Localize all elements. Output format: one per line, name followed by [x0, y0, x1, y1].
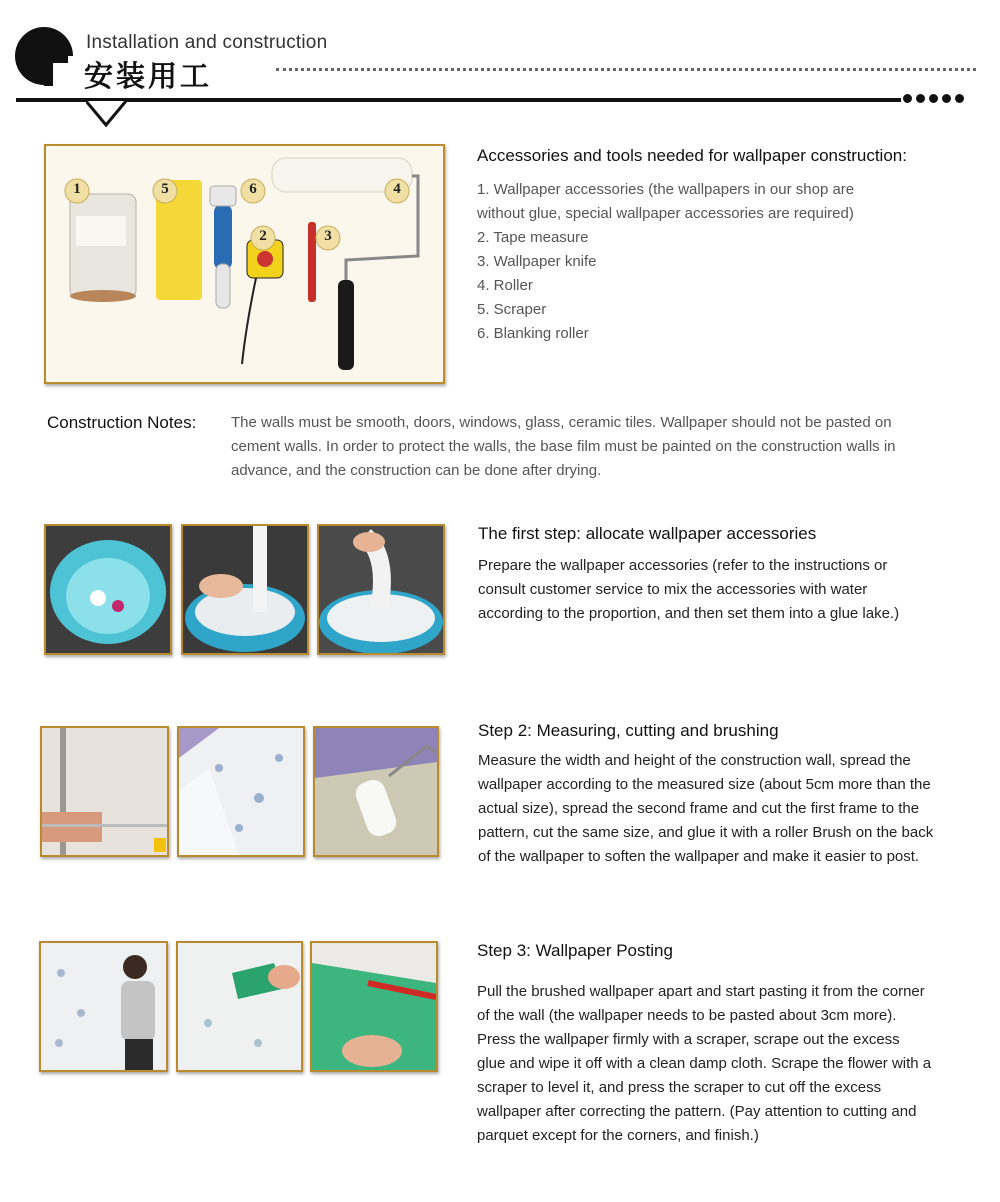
step3-line: of the wall (the wallpaper needs to be pasted about 3cm more).: [477, 1007, 897, 1024]
brand-logo-icon: [14, 26, 74, 86]
step2-line: actual size), spread the second frame and cut the first frame to the: [478, 800, 920, 817]
tools-title: Accessories and tools needed for wallpaper construction:: [477, 146, 907, 165]
step3-photo-trim: [310, 941, 438, 1072]
step2-title: Step 2: Measuring, cutting and brushing: [478, 721, 779, 740]
step3-line: glue and wipe it off with a clean damp cloth. Scrape the flower with a: [477, 1055, 932, 1072]
step3-text: [477, 980, 977, 1148]
step2-line: wallpaper according to the measured size (about 5cm more than the: [478, 776, 931, 793]
step2-photo-measure: [40, 726, 169, 857]
step3-title: Step 3: Wallpaper Posting: [477, 941, 673, 960]
notes-label: Construction Notes:: [47, 413, 197, 432]
step3-line: Pull the brushed wallpaper apart and start pasting it from the corner: [477, 983, 925, 1000]
header-notch-icon: [86, 101, 130, 134]
step3-line: wallpaper after correcting the pattern. (Pay attention to cutting and: [477, 1103, 917, 1120]
header-divider-line: [16, 98, 901, 102]
step1-photo-pour: [181, 524, 309, 655]
notes-line: cement walls. In order to protect the walls, the base film must be painted on the construction walls in: [231, 438, 896, 455]
step1-text: [478, 554, 978, 626]
tool-badge-5: 5: [152, 178, 178, 209]
step2-line: of the wallpaper to soften the wallpaper and make it easier to post.: [478, 848, 920, 865]
header-end-dots: [903, 94, 964, 103]
notes-text: [231, 411, 971, 483]
header-title-en: Installation and construction: [86, 32, 328, 53]
notes-line: advance, and the construction can be done after drying.: [231, 462, 602, 479]
header-title-cn: 安装用工: [84, 61, 213, 93]
tool-badge-4: 4: [384, 178, 410, 209]
step2-line: Measure the width and height of the construction wall, spread the: [478, 752, 911, 769]
step2-line: pattern, cut the same size, and glue it with a roller Brush on the back: [478, 824, 934, 841]
tools-list: [477, 178, 854, 346]
step1-line: according to the proportion, and then set them into a glue lake.): [478, 605, 900, 622]
step2-text: [478, 749, 978, 869]
tools-list-item: 4. Roller: [477, 277, 533, 294]
tool-badge-6: 6: [240, 178, 266, 209]
step1-photo-mix: [317, 524, 445, 655]
header-dotted-divider: [276, 68, 976, 71]
step3-line: parquet except for the corners, and finish.): [477, 1127, 759, 1144]
step2-photo-brush: [313, 726, 439, 857]
step2-photo-cut: [177, 726, 305, 857]
notes-line: The walls must be smooth, doors, windows, glass, ceramic tiles. Wallpaper should not be pasted on: [231, 414, 892, 431]
tool-badge-2: 2: [250, 225, 276, 256]
tools-list-item: 3. Wallpaper knife: [477, 253, 597, 270]
tools-list-item: 1. Wallpaper accessories (the wallpapers in our shop are: [477, 181, 855, 198]
step3-line: scraper to level it, and press the scraper to cut off the excess: [477, 1079, 882, 1096]
step3-photo-scrape: [176, 941, 303, 1072]
tools-list-item: without glue, special wallpaper accessories are required): [477, 205, 854, 222]
tool-badge-3: 3: [315, 225, 341, 256]
step3-line: Press the wallpaper firmly with a scraper, scrape out the excess: [477, 1031, 900, 1048]
step3-photo-hang: [39, 941, 168, 1072]
tools-list-item: 5. Scraper: [477, 301, 547, 318]
tool-badge-1: 1: [64, 178, 90, 209]
tools-list-item: 6. Blanking roller: [477, 325, 589, 342]
step1-photo-basin: [44, 524, 172, 655]
tools-list-item: 2. Tape measure: [477, 229, 589, 246]
step1-title: The first step: allocate wallpaper accessories: [478, 524, 817, 543]
step1-line: Prepare the wallpaper accessories (refer to the instructions or: [478, 557, 888, 574]
step1-line: consult customer service to mix the accessories with water: [478, 581, 868, 598]
